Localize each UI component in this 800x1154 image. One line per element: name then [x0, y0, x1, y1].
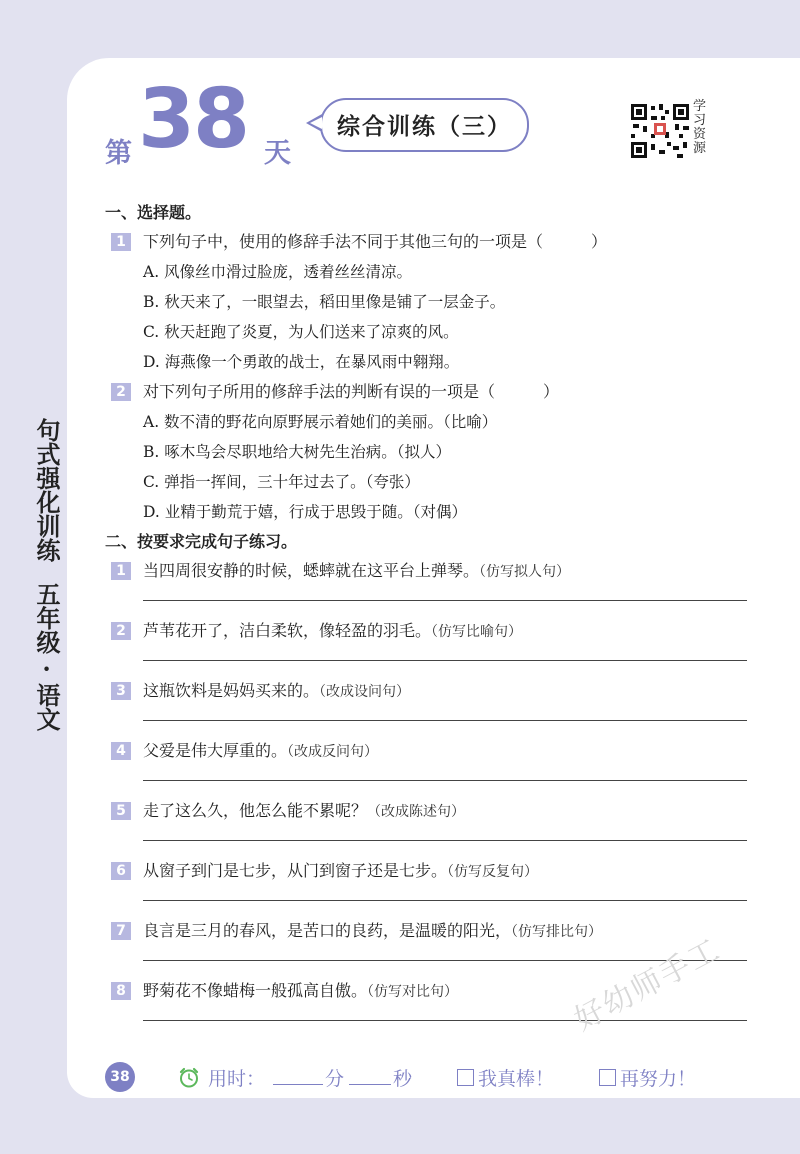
exercise-number-badge: 1 — [111, 562, 131, 580]
exercise-text: 走了这么久，他怎么能不累呢？ — [143, 801, 368, 820]
question-number-badge: 2 — [111, 383, 131, 401]
exercise-text-wrap — [143, 916, 602, 947]
exercise-prompt — [105, 616, 765, 646]
day-suffix: 天 — [264, 138, 291, 169]
question-text: 对下列句子所用的修辞手法的判断有误的一项是（ ） — [143, 382, 560, 401]
exercise-number-badge: 8 — [111, 982, 131, 1000]
qr-code-icon[interactable] — [629, 102, 691, 160]
exercise-item — [105, 676, 765, 736]
exercise-prompt — [105, 556, 765, 586]
exercise-prompt — [105, 856, 765, 886]
second-blank[interactable] — [349, 1064, 391, 1085]
exercise-item — [105, 796, 765, 856]
answer-line[interactable] — [143, 660, 747, 661]
exercise-hint: （改成陈述句） — [367, 804, 466, 820]
exercise-hint: （改成反问句） — [287, 744, 379, 760]
exercise-text: 芦苇花开了，洁白柔软，像轻盈的羽毛。 — [143, 621, 432, 640]
minute-blank[interactable] — [273, 1064, 323, 1085]
choice-option: A. 风像丝巾滑过脸庞，透着丝丝清凉。 — [143, 263, 413, 281]
exercise-hint: （仿写拟人句） — [479, 564, 571, 580]
exercise-item — [105, 556, 765, 616]
exercise-hint: （仿写排比句） — [511, 924, 603, 940]
exercise-text-wrap — [143, 736, 378, 767]
answer-line[interactable] — [143, 840, 747, 841]
exercise-text-wrap — [143, 796, 465, 827]
choice-option: D. 海燕像一个勇敢的战士，在暴风雨中翱翔。 — [143, 353, 460, 371]
exercise-prompt — [105, 736, 765, 766]
exercise-text-wrap — [143, 556, 570, 587]
exercise-item — [105, 736, 765, 796]
exercise-hint: （仿写比喻句） — [431, 624, 523, 640]
answer-line[interactable] — [143, 720, 747, 721]
exercise-number-badge: 5 — [111, 802, 131, 820]
second-label: 秒 — [393, 1068, 413, 1090]
exercise-text-wrap — [143, 616, 522, 647]
answer-line[interactable] — [143, 900, 747, 901]
side-label-grade-subject: 五年级·语文 — [32, 582, 61, 731]
self-rating-great — [457, 1064, 554, 1091]
side-vertical-label — [30, 418, 62, 731]
exercise-text-wrap — [143, 856, 538, 887]
choice-option: B. 秋天来了，一眼望去，稻田里像是铺了一层金子。 — [143, 293, 506, 311]
exercise-text: 从窗子到门是七步，从门到窗子还是七步。 — [143, 861, 448, 880]
page-header — [105, 72, 785, 170]
great-checkbox[interactable] — [457, 1069, 474, 1086]
exercise-text: 野菊花不像蜡梅一般孤高自傲。 — [143, 981, 368, 1000]
day-prefix: 第 — [105, 138, 132, 169]
exercise-number-badge: 7 — [111, 922, 131, 940]
answer-line[interactable] — [143, 780, 747, 781]
exercise-hint: （仿写对比句） — [367, 984, 459, 1000]
choice-option: D. 业精于勤荒于嬉，行成于思毁于随。（对偶） — [143, 503, 467, 521]
page-footer — [105, 1062, 725, 1094]
exercise-text: 良言是三月的春风，是苦口的良药，是温暖的阳光， — [143, 921, 512, 940]
exercise-prompt — [105, 676, 765, 706]
self-rating-try-harder — [599, 1064, 696, 1091]
question-text: 下列句子中，使用的修辞手法不同于其他三句的一项是（ ） — [143, 232, 608, 251]
exercise-number-badge: 4 — [111, 742, 131, 760]
exercise-prompt — [105, 796, 765, 826]
speech-bubble-tail-inner — [310, 117, 322, 129]
try-harder-label: 再努力！ — [620, 1068, 697, 1090]
day-number: 38 — [138, 72, 249, 167]
question-number-badge: 1 — [111, 233, 131, 251]
choice-option: C. 弹指一挥间，三十年过去了。（夸张） — [143, 473, 420, 491]
alarm-clock-icon — [178, 1066, 200, 1088]
choice-option: B. 啄木鸟会尽职地给大树先生治病。（拟人） — [143, 443, 451, 461]
choice-question — [105, 377, 765, 407]
worksheet-content — [105, 192, 765, 1036]
exercise-item — [105, 856, 765, 916]
time-label: 用时： — [208, 1068, 266, 1090]
exercise-number-badge: 2 — [111, 622, 131, 640]
answer-line[interactable] — [143, 600, 747, 601]
try-harder-checkbox[interactable] — [599, 1069, 616, 1086]
side-label-subject-series: 句式强化训练 — [32, 418, 61, 562]
exercise-number-badge: 3 — [111, 682, 131, 700]
exercise-text-wrap — [143, 676, 410, 707]
watermark-text: 好幼师手工 — [568, 931, 727, 1038]
section-title-exercise: 二、按要求完成句子练习。 — [105, 532, 298, 551]
page-number: 38 — [105, 1062, 135, 1092]
answer-line[interactable] — [143, 1020, 747, 1021]
exercise-text-wrap — [143, 976, 458, 1007]
exercise-hint: （改成设问句） — [319, 684, 411, 700]
exercise-item — [105, 616, 765, 676]
choice-question — [105, 227, 765, 257]
qr-caption: 学习资源 — [693, 99, 707, 156]
lesson-title: 综合训练（三） — [337, 113, 512, 140]
exercise-text: 当四周很安静的时候，蟋蟀就在这平台上弹琴。 — [143, 561, 480, 580]
section-title-choice: 一、选择题。 — [105, 203, 202, 222]
minute-label: 分 — [325, 1068, 345, 1090]
exercise-text: 这瓶饮料是妈妈买来的。 — [143, 681, 320, 700]
great-label: 我真棒！ — [478, 1068, 555, 1090]
choice-option: A. 数不清的野花向原野展示着她们的美丽。（比喻） — [143, 413, 498, 431]
exercise-hint: （仿写反复句） — [447, 864, 539, 880]
choice-option: C. 秋天赶跑了炎夏，为人们送来了凉爽的风。 — [143, 323, 459, 341]
exercise-number-badge: 6 — [111, 862, 131, 880]
exercise-prompt — [105, 916, 765, 946]
exercise-text: 父爱是伟大厚重的。 — [143, 741, 288, 760]
speech-bubble — [320, 98, 529, 152]
